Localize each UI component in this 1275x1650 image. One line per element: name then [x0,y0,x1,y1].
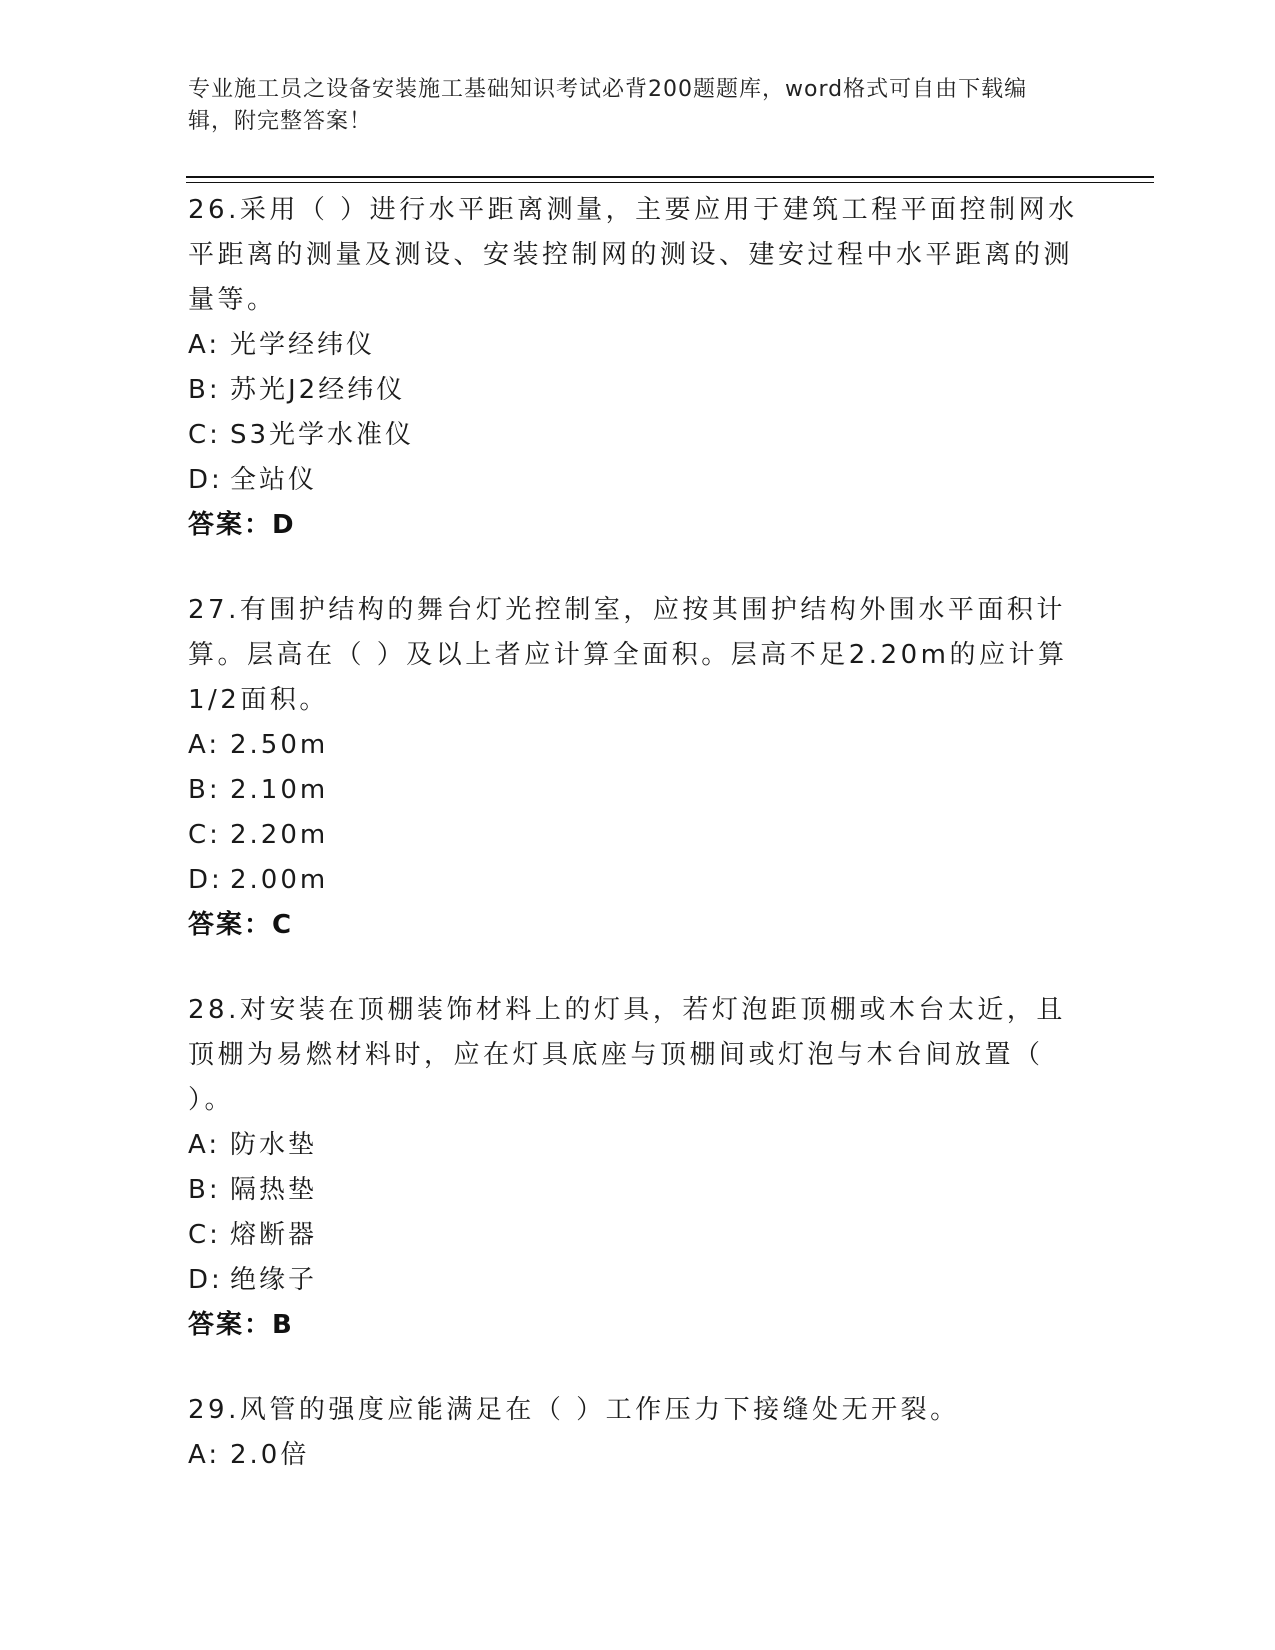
option-letter: D: [188,1265,223,1295]
document-header: 专业施工员之设备安装施工基础知识考试必背200题题库，word格式可自由下载编辑，附完整答案！ [188,77,1028,134]
option-letter: C: [188,1220,221,1250]
header-divider-thin [186,182,1154,183]
option-letter: C: [188,420,221,450]
option-a [188,1123,1088,1168]
option-text: 防水垫 [230,1130,318,1160]
option-b [188,768,1088,813]
header-divider [186,176,1154,178]
answer-line: 答案：C [188,910,294,940]
option-text: 光学经纬仪 [230,330,376,360]
question-28 [188,988,1088,1348]
option-c [188,413,1088,458]
option-letter: A: [188,730,221,760]
option-text: 苏光J2经纬仪 [230,375,406,405]
option-text: S3光学水准仪 [230,420,415,450]
option-text: 2.50m [230,730,329,760]
option-c [188,1213,1088,1258]
question-stem: 27.有围护结构的舞台灯光控制室，应按其围护结构外围水平面积计算。层高在（ ）及以上者应计算全面积。层高不足2.20m的应计算1/2面积。 [188,595,1068,715]
option-c [188,813,1088,858]
option-text: 全站仪 [230,465,318,495]
option-letter: D: [188,465,223,495]
question-29 [188,1388,1088,1478]
option-letter: A: [188,330,221,360]
option-text: 2.10m [230,775,329,805]
option-text: 2.20m [230,820,329,850]
option-text: 2.0倍 [230,1440,310,1470]
option-letter: C: [188,820,221,850]
option-b [188,368,1088,413]
option-text: 隔热垫 [230,1175,318,1205]
answer-line: 答案：B [188,1310,294,1340]
question-stem: 29.风管的强度应能满足在（ ）工作压力下接缝处无开裂。 [188,1395,960,1425]
option-letter: B: [188,775,221,805]
question-26 [188,188,1088,548]
option-d [188,1258,1088,1303]
question-stem: 26.采用（ ）进行水平距离测量，主要应用于建筑工程平面控制网水平距离的测量及测设、安装控制网的测设、建安过程中水平距离的测量等。 [188,195,1078,315]
option-letter: B: [188,375,221,405]
option-a [188,323,1088,368]
option-text: 2.00m [230,865,329,895]
option-text: 熔断器 [230,1220,318,1250]
answer-line: 答案：D [188,510,296,540]
option-letter: D: [188,865,223,895]
option-d [188,858,1088,903]
option-a [188,1433,1088,1478]
option-letter: B: [188,1175,221,1205]
option-letter: A: [188,1440,221,1470]
option-a [188,723,1088,768]
option-text: 绝缘子 [230,1265,318,1295]
question-27 [188,588,1088,948]
question-list [188,188,1088,1518]
option-b [188,1168,1088,1213]
option-d [188,458,1088,503]
option-letter: A: [188,1130,221,1160]
question-stem: 28.对安装在顶棚装饰材料上的灯具，若灯泡距顶棚或木台太近，且顶棚为易燃材料时，应在灯具底座与顶棚间或灯泡与木台间放置（ ）。 [188,995,1066,1115]
